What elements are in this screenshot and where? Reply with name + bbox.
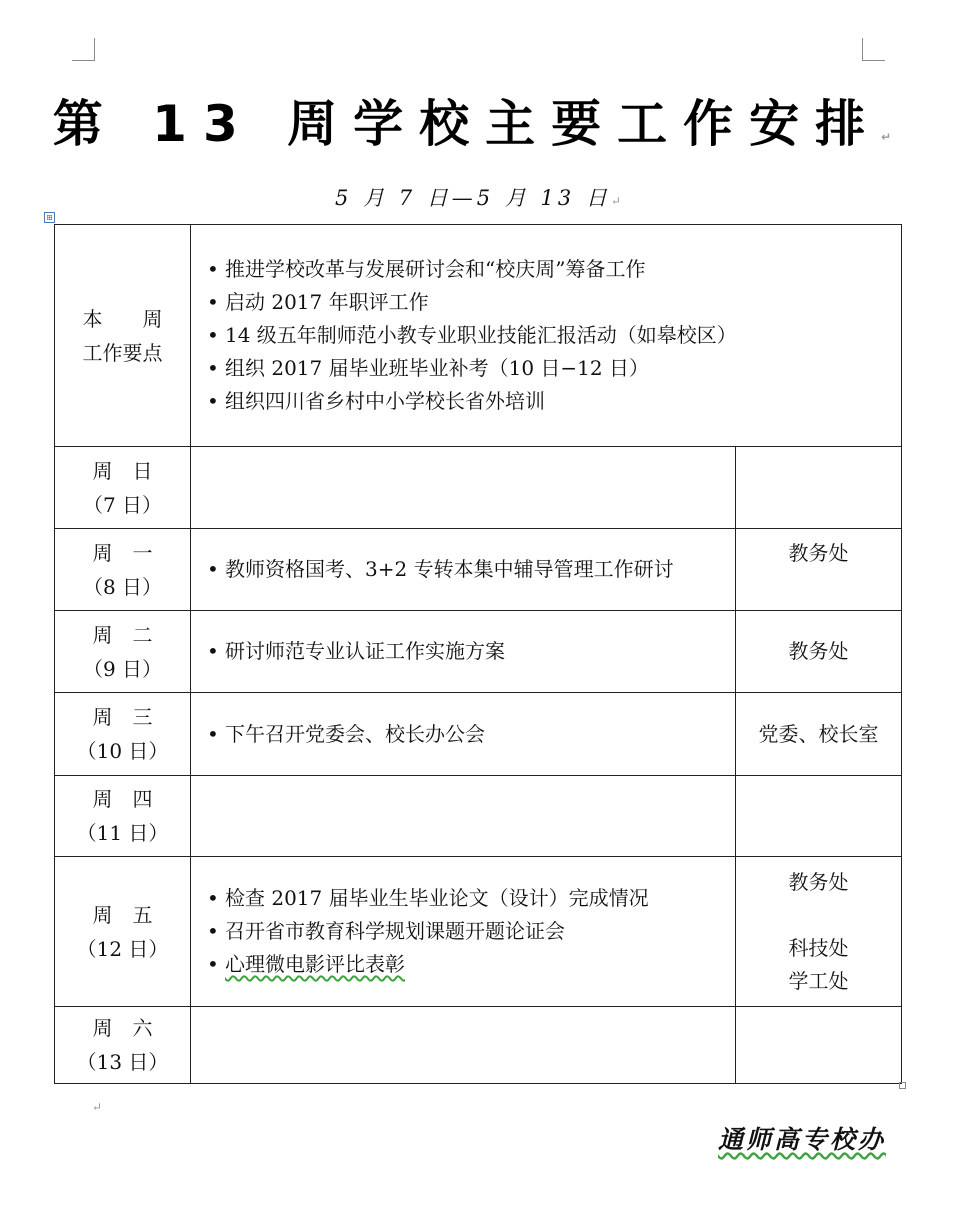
day-dept-cell — [736, 693, 902, 776]
day-items-cell — [191, 776, 736, 857]
day-cell — [55, 1007, 191, 1084]
dept-label: 党委、校长室 — [758, 721, 879, 746]
week-points-content — [191, 225, 902, 447]
paragraph-mark-icon: ↵ — [610, 194, 625, 208]
day-cell — [55, 447, 191, 529]
day-dept-cell — [736, 529, 902, 611]
dept-label: 教务处 — [788, 639, 849, 663]
bullet-icon: • — [207, 356, 219, 380]
table-row-wednesday — [55, 693, 902, 776]
bullet-icon: • — [207, 721, 219, 746]
day-date: （12 日） — [76, 936, 169, 961]
paragraph-mark-icon: ↵ — [92, 1100, 103, 1114]
page-corner-mark-top-left — [72, 38, 95, 61]
bullet-icon: • — [207, 886, 219, 910]
day-name: 周 一 — [92, 540, 153, 565]
bullet-icon: • — [207, 639, 219, 663]
day-date: （11 日） — [76, 821, 169, 845]
list-item: • 研讨师范专业认证工作实施方案 — [205, 635, 729, 668]
day-dept-cell — [736, 611, 902, 693]
date-range-text: 5 月 7 日—5 月 13 日 — [335, 186, 611, 210]
bullet-icon: • — [207, 919, 219, 943]
list-item: • 推进学校改革与发展研讨会和“校庆周”筹备工作 — [205, 253, 895, 286]
week-points-list — [205, 253, 895, 418]
day-date: （13 日） — [76, 1050, 169, 1074]
list-item: • 召开省市教育科学规划课题开题论证会 — [205, 915, 729, 948]
day-cell — [55, 529, 191, 611]
list-item: • 启动 2017 年职评工作 — [205, 286, 895, 319]
day-date: （9 日） — [82, 656, 163, 681]
document-title-text: 第 13 周学校主要工作安排 — [52, 95, 882, 153]
list-item: • 教师资格国考、3+2 专转本集中辅导管理工作研讨 — [205, 553, 729, 586]
table-row-saturday — [55, 1007, 902, 1084]
bullet-icon: • — [207, 952, 219, 976]
schedule-table — [54, 224, 902, 1084]
bullet-icon: • — [207, 389, 219, 413]
day-name: 周 五 — [92, 902, 153, 927]
day-name: 周 三 — [92, 705, 153, 729]
day-date: （10 日） — [76, 739, 169, 763]
day-items-cell — [191, 1007, 736, 1084]
day-date: （8 日） — [82, 574, 163, 599]
day-cell — [55, 776, 191, 857]
day-date: （7 日） — [82, 492, 163, 517]
list-item: • 下午召开党委会、校长办公会 — [205, 718, 729, 751]
day-name: 周 日 — [92, 458, 153, 483]
page-corner-mark-top-right — [862, 38, 885, 61]
list-item: • 检查 2017 届毕业生毕业论文（设计）完成情况 — [205, 882, 729, 915]
signature-text: 通师高专校办 — [718, 1125, 887, 1154]
dept-label — [736, 899, 901, 932]
bullet-icon: • — [207, 557, 219, 581]
day-items-cell — [191, 857, 736, 1007]
day-cell — [55, 611, 191, 693]
day-items-cell — [191, 693, 736, 776]
day-cell — [55, 857, 191, 1007]
table-row-sunday — [55, 447, 902, 529]
table-resize-handle[interactable] — [899, 1082, 906, 1089]
bullet-icon: • — [207, 323, 219, 347]
week-points-label-line2: 工作要点 — [82, 340, 163, 365]
bullet-icon: • — [207, 257, 219, 281]
table-row-thursday — [55, 776, 902, 857]
paragraph-mark-icon: ↵ — [881, 130, 908, 144]
day-dept-cell — [736, 1007, 902, 1084]
day-name: 周 六 — [92, 1016, 153, 1040]
list-item: • 组织 2017 届毕业班毕业补考（10 日−12 日） — [205, 352, 895, 385]
signature — [718, 1120, 886, 1156]
day-items-cell — [191, 611, 736, 693]
day-dept-cell — [736, 857, 902, 1007]
dept-label: 教务处 — [788, 540, 849, 565]
day-items-cell — [191, 447, 736, 529]
day-name: 周 四 — [92, 787, 153, 811]
table-row-week-points — [55, 225, 902, 447]
list-item: • 心理微电影评比表彰 — [205, 948, 729, 981]
dept-label: 科技处 — [788, 935, 849, 960]
table-move-handle-icon[interactable]: ⊞ — [44, 212, 55, 223]
list-item: • 14 级五年制师范小教专业职业技能汇报活动（如皋校区） — [205, 319, 895, 352]
day-items-cell — [191, 529, 736, 611]
list-item: • 组织四川省乡村中小学校长省外培训 — [205, 385, 895, 418]
table-row-friday — [55, 857, 902, 1007]
day-dept-cell — [736, 447, 902, 529]
date-range — [0, 182, 960, 212]
week-points-label-line1: 本 周 — [82, 306, 163, 331]
table-row-monday — [55, 529, 902, 611]
dept-label: 教务处 — [788, 869, 849, 894]
week-points-label — [55, 225, 191, 447]
document-title — [0, 84, 960, 156]
day-name: 周 二 — [92, 622, 153, 647]
table-row-tuesday — [55, 611, 902, 693]
day-dept-cell — [736, 776, 902, 857]
bullet-icon: • — [207, 290, 219, 314]
day-cell — [55, 693, 191, 776]
dept-label: 学工处 — [788, 968, 849, 993]
